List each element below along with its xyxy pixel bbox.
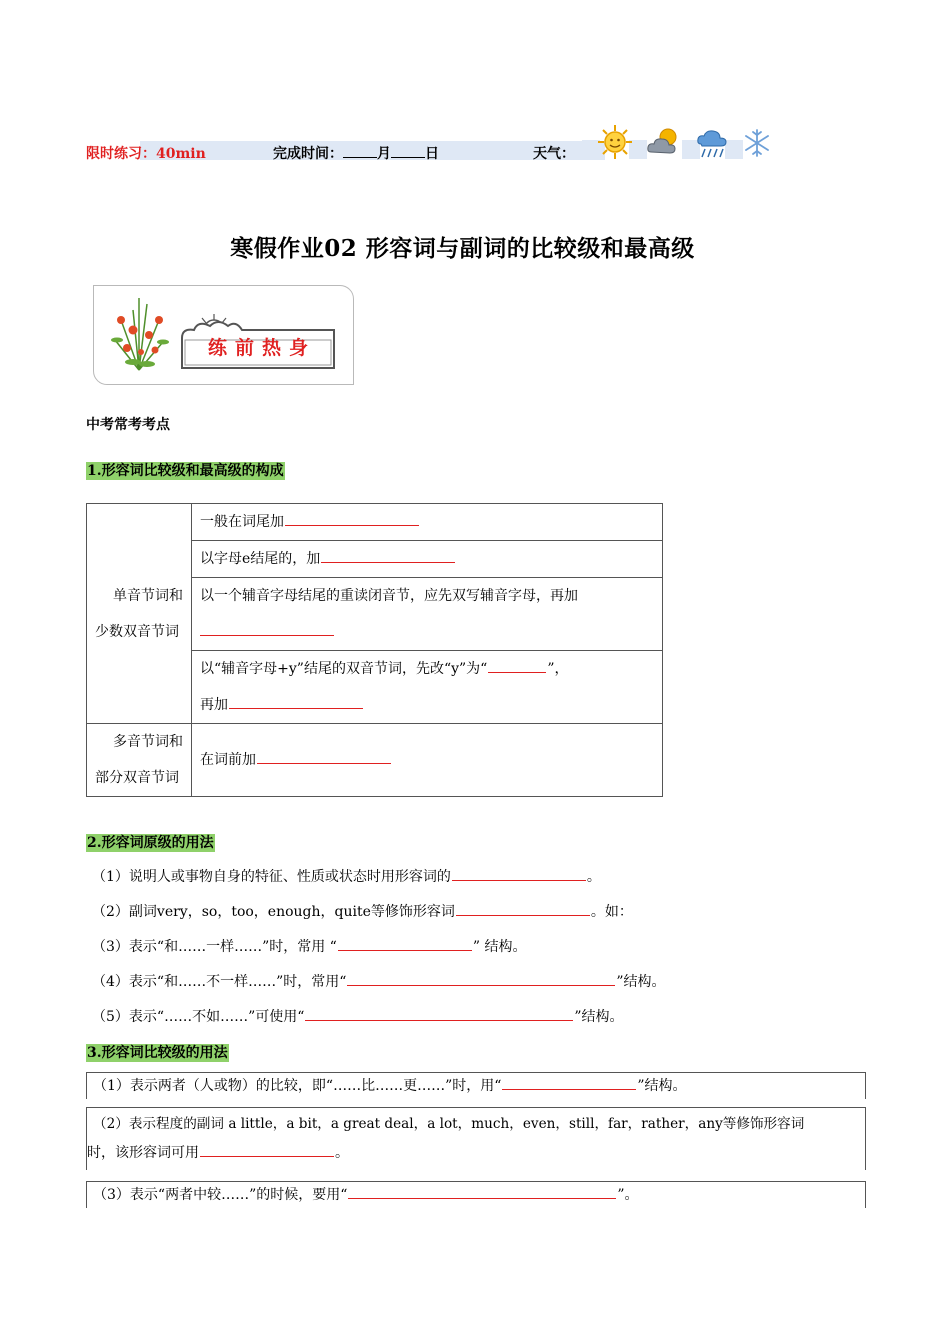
answer-blank[interactable] (321, 548, 455, 563)
table-row: 以“辅音字母+y”结尾的双音节词，先改“y”为“ ”， 再加 (192, 651, 663, 724)
list-item: （5）表示“……不如……”可使用“ ”结构。 (92, 1006, 624, 1026)
snowflake-icon (743, 128, 771, 158)
day-label: 日 (425, 146, 439, 162)
list-item: （3）表示“两者中较……”的时候，要用“ ”。 (86, 1181, 866, 1208)
answer-blank[interactable] (305, 1006, 573, 1021)
answer-blank[interactable] (348, 1184, 616, 1199)
answer-blank[interactable] (285, 511, 419, 526)
answer-blank[interactable] (452, 866, 586, 881)
section1-heading: 1.形容词比较级和最高级的构成 (87, 463, 284, 479)
table-row: 以字母e结尾的，加 (192, 541, 663, 578)
answer-blank[interactable] (488, 658, 546, 673)
list-item: （2）表示程度的副词 a little，a bit，a great deal，a lot，much，even，still，far，rather，any等修饰形容词 时，该形容词可用 。 (86, 1107, 866, 1170)
section2-heading: 2.形容词原级的用法 (87, 835, 214, 851)
table-row: 在词前加 (192, 724, 663, 797)
sun-icon (597, 124, 633, 160)
month-blank[interactable] (343, 143, 377, 158)
banner-title: 练前热身 (207, 337, 316, 359)
answer-blank[interactable] (200, 1142, 334, 1157)
answer-blank[interactable] (229, 694, 363, 709)
answer-blank[interactable] (502, 1075, 636, 1090)
completion-label: 完成时间： (273, 146, 343, 162)
intro-heading: 中考常考考点 (86, 417, 170, 433)
list-item: （1）表示两者（人或物）的比较，即“……比……更……”时，用“ ”结构。 (86, 1072, 866, 1099)
table-row: 一般在词尾加 (192, 504, 663, 541)
list-item: （2）副词very，so，too，enough，quite等修饰形容词 。如： (92, 901, 633, 921)
group1-label: 单音节词和少数双音节词 (87, 504, 192, 724)
page-title: 寒假作业02 形容词与副词的比较级和最高级 (230, 235, 695, 262)
list-item: （3）表示“和……一样……”时，常用 “ ” 结构。 (92, 936, 526, 956)
rain-icon (696, 126, 728, 160)
time-limit: 限时练习：40min (86, 146, 206, 162)
answer-blank[interactable] (456, 901, 590, 916)
day-blank[interactable] (391, 143, 425, 158)
answer-blank[interactable] (257, 749, 391, 764)
answer-blank[interactable] (200, 621, 334, 636)
month-label: 月 (377, 146, 391, 162)
formation-table (86, 503, 663, 797)
list-item: （4）表示“和……不一样……”时，常用“ ”结构。 (92, 971, 666, 991)
weather-label: 天气： (533, 146, 575, 162)
completion-time (273, 143, 439, 165)
flower-bouquet-icon (103, 290, 175, 372)
partly-cloudy-icon (646, 126, 682, 158)
answer-blank[interactable] (338, 936, 472, 951)
list-item: （1）说明人或事物自身的特征、性质或状态时用形容词的 。 (92, 866, 601, 886)
group2-label: 多音节词和部分双音节词 (87, 724, 192, 797)
answer-blank[interactable] (347, 971, 615, 986)
table-row: 以一个辅音字母结尾的重读闭音节，应先双写辅音字母，再加 (192, 578, 663, 651)
section3-heading: 3.形容词比较级的用法 (87, 1045, 228, 1061)
